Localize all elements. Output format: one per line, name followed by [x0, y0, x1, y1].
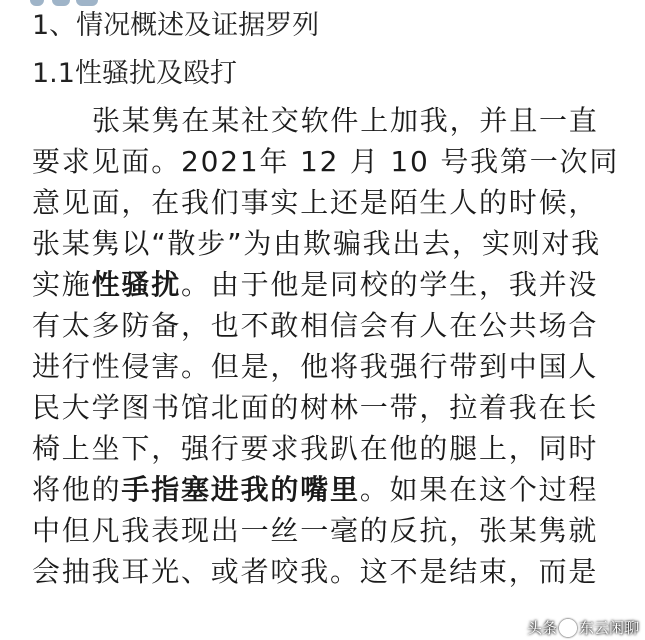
paragraph-line: [32, 182, 622, 223]
watermark-account: 东云闲聊: [578, 619, 639, 637]
line-text: 张某隽以“散步”为由欺骗我出去，实则对我: [32, 227, 602, 260]
paragraph-line: [32, 510, 622, 551]
paragraph-line: [32, 223, 622, 264]
paragraph-line: [32, 346, 622, 387]
clipped-glyph: [52, 0, 70, 6]
line-text: 中但凡我表现出一丝一毫的反抗，张某隽就: [32, 514, 599, 547]
line-text: 张某隽在某社交软件上加我，并且一直: [92, 104, 599, 137]
line-text: 会抽我耳光、或者咬我。这不是结束，而是: [32, 555, 599, 588]
line-text: 意见面，在我们事实上还是陌生人的时候，: [32, 186, 599, 219]
line-text: 民大学图书馆北面的树林一带，拉着我在长: [32, 391, 599, 424]
paragraph-line: [32, 387, 622, 428]
paragraph-line: [32, 264, 622, 305]
line-text: 将他的: [32, 473, 122, 506]
paragraph-line: [32, 305, 622, 346]
subsection-heading: 1.1性骚扰及殴打: [32, 58, 237, 89]
line-text: 。由于他是同校的学生，我并没: [181, 268, 599, 301]
line-text: 。如果在这个过程: [359, 473, 599, 506]
line-text: 椅上坐下，强行要求我趴在他的腿上，同时: [32, 432, 599, 465]
line-text: 要求见面。2021年 12 月 10 号我第一次同: [32, 145, 620, 178]
bold-phrase: 手指塞进我的嘴里: [121, 473, 360, 506]
watermark-brand: 头条: [526, 619, 557, 637]
line-text: 有太多防备，也不敢相信会有人在公共场合: [32, 309, 599, 342]
paragraph-line: [32, 551, 622, 592]
paragraph-line: [32, 100, 622, 141]
paragraph-line: [32, 428, 622, 469]
section-heading: 1、情况概述及证据罗列: [32, 10, 320, 41]
watermark-logo-icon: [559, 619, 577, 637]
bold-phrase: 性骚扰: [91, 268, 182, 301]
paragraph-line: [32, 469, 622, 510]
clipped-glyph: [30, 0, 44, 6]
line-text: 进行性侵害。但是，他将我强行带到中国人: [32, 350, 599, 383]
watermark: [527, 617, 639, 638]
paragraph-line: [32, 141, 622, 182]
paragraph: [32, 100, 622, 592]
line-text: 实施: [32, 268, 92, 301]
clipped-glyph: [76, 0, 98, 6]
